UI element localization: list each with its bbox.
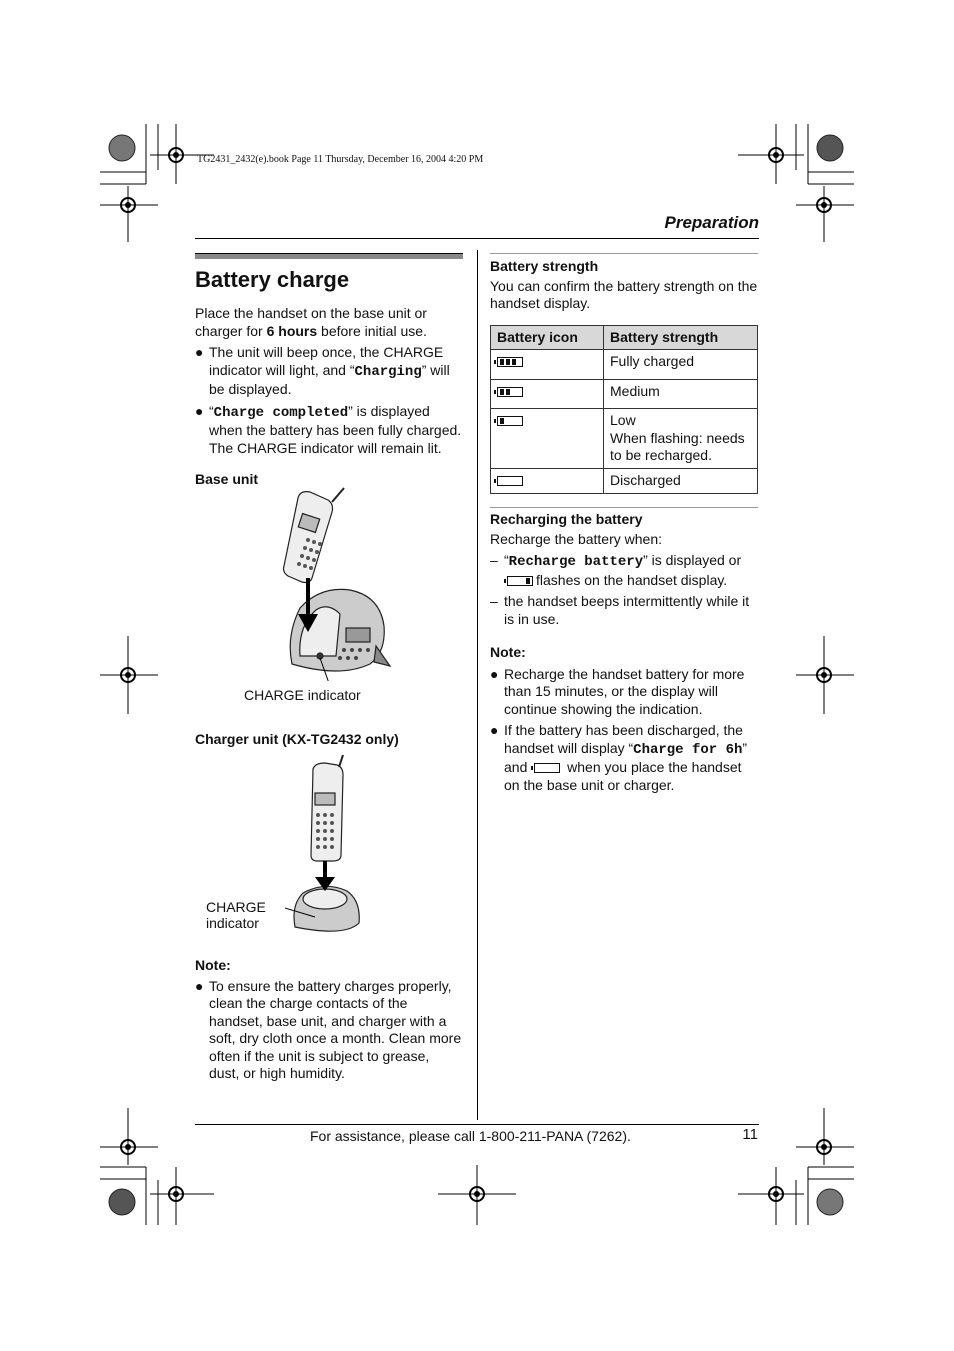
battery-strength-cell — [604, 409, 758, 469]
strength-label: Fully charged — [610, 353, 695, 369]
strength-label: Low — [610, 412, 636, 428]
battery-level-icon — [497, 416, 523, 426]
battery-strength-heading: Battery strength — [490, 258, 599, 274]
assistance-text: For assistance, please call 1-800-211-PANA (7262). — [310, 1128, 631, 1144]
intro-paragraph: Place the handset on the base unit or charger for 6 hours before initial use. — [195, 305, 427, 339]
strength-label: Discharged — [610, 471, 681, 488]
battery-icon-cell — [491, 409, 604, 469]
callout-line: indicator — [206, 915, 259, 931]
battery-strength-cell — [604, 350, 758, 380]
charger-charge-callout — [206, 899, 266, 931]
battery-strength-text: You can confirm the battery strength on the handset display. — [490, 277, 758, 311]
table-row — [491, 350, 758, 380]
callout-line: CHARGE — [206, 899, 266, 915]
battery-level-icon — [497, 357, 523, 367]
list-item: ● To ensure the battery charges properly, clean the charge contacts of the handset, base unit, and charger with a soft, dry cloth once a month. Clean more often if the unit is subject to grease, dust, or high humidity. — [195, 977, 462, 1081]
list-item: ● The unit will beep once, the CHARGE indicator will light, and “Charging” will be displayed. — [195, 344, 450, 397]
table-row — [491, 409, 758, 469]
charger-illustration — [285, 755, 370, 940]
file-header: TG2431_2432(e).book Page 11 Thursday, December 16, 2004 4:20 PM — [197, 154, 484, 165]
page-number: 11 — [742, 1126, 758, 1143]
right-column — [490, 253, 758, 794]
battery-level-icon — [497, 387, 523, 397]
table-header: Battery strength — [604, 325, 758, 350]
recharging-text: Recharge the battery when: — [490, 530, 662, 547]
column-divider — [477, 250, 478, 1120]
left-note — [195, 957, 463, 1083]
table-row — [491, 468, 758, 494]
section-title: Preparation — [664, 213, 759, 232]
base-unit-illustration — [280, 486, 400, 681]
battery-level-icon — [497, 476, 523, 486]
strength-label: Medium — [610, 382, 660, 399]
battery-strength-cell — [604, 379, 758, 409]
footer-rule — [195, 1124, 759, 1125]
section-rule — [490, 507, 758, 508]
list-item: ● If the battery has been discharged, the handset will display “Charge for 6h” and when you place the handset on the base unit or charger. — [490, 722, 748, 793]
table-header-row — [491, 325, 758, 350]
battery-strength-cell — [604, 468, 758, 494]
list-item: – the handset beeps intermittently while it is in use. — [490, 593, 750, 627]
base-unit-heading: Base unit — [195, 471, 259, 487]
battery-icon-cell — [491, 379, 604, 409]
battery-empty-icon — [534, 763, 560, 773]
section-rule — [490, 253, 758, 254]
strength-note: When flashing: needs to be recharged. — [610, 429, 745, 463]
list-item: – “Recharge battery” is displayed or flashes on the handset display. — [490, 552, 742, 588]
battery-icon-cell — [491, 468, 604, 494]
battery-icon-cell — [491, 350, 604, 380]
list-item: ● “Charge completed” is displayed when the battery has been fully charged. The CHARGE indicator will remain lit. — [195, 402, 462, 456]
table-header: Battery icon — [491, 325, 604, 350]
battery-low-icon — [507, 576, 533, 586]
page-title: Battery charge — [195, 267, 350, 292]
note-heading: Note: — [195, 957, 231, 973]
recharging-heading: Recharging the battery — [490, 511, 643, 527]
base-charge-callout: CHARGE indicator — [244, 687, 361, 703]
left-column — [195, 253, 463, 489]
list-item: ● Recharge the handset battery for more than 15 minutes, or the display will continue showing the indication. — [490, 665, 745, 717]
header-rule — [195, 238, 759, 239]
charger-unit-heading: Charger unit (KX-TG2432 only) — [195, 731, 399, 747]
note-heading: Note: — [490, 644, 526, 660]
table-row — [491, 379, 758, 409]
battery-table — [490, 325, 758, 495]
title-bar — [195, 253, 463, 259]
